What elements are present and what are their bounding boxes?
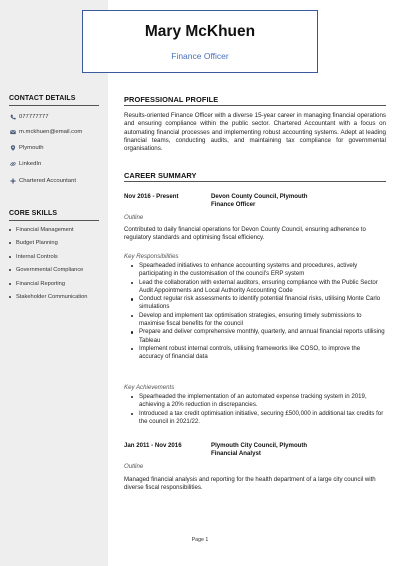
profile-text: Results-oriented Finance Officer with a diverse 15-year career in managing financial operations and ensuring compliance within the public sector. Chartered Accountant with a focus on automating financial processes and implementing robust accounting systems. Adept at leading financial teams, conducting audits, and maintaining tax compliance for governmental organisations.	[124, 112, 386, 153]
job-header	[124, 442, 386, 460]
outline-label: Outline	[124, 214, 144, 221]
responsibilities-list	[131, 262, 385, 362]
list-item: Introduced a tax credit optimisation initiative, securing £500,000 in additional tax credits for the council in 2021/22.	[131, 410, 385, 427]
skill-item: Financial Reporting	[9, 281, 65, 287]
skills-divider	[9, 220, 99, 221]
responsibilities-label: Key Responsibilities	[124, 253, 179, 260]
profile-heading: PROFESSIONAL PROFILE	[124, 95, 219, 104]
job-outline: Managed financial analysis and reporting for the health department of a large city council with diverse fiscal responsibilities.	[124, 476, 376, 492]
achievements-label: Key Achievements	[124, 384, 175, 391]
header-box	[82, 10, 318, 73]
job-dates: Nov 2016 - Present	[124, 193, 179, 200]
career-divider	[124, 181, 386, 182]
skill-item: Budget Planning	[9, 240, 58, 246]
job-outline: Contributed to daily financial operations for Devon County Council, ensuring adherence to regulatory standards and optimising fiscal efficiency.	[124, 226, 366, 242]
achievements-list	[131, 393, 385, 426]
skills-heading: CORE SKILLS	[9, 210, 58, 217]
list-item: Prepare and deliver comprehensive monthly, quarterly, and annual financial reports utilising Tableau	[131, 328, 385, 345]
bullet-icon	[9, 256, 11, 258]
skill-item: Internal Controls	[9, 254, 58, 260]
contact-linkedin[interactable]	[9, 160, 41, 167]
contact-text: Plymouth	[19, 144, 44, 151]
candidate-name: Mary McKhuen	[144, 23, 256, 40]
skill-item: Governmental Compliance	[9, 267, 83, 273]
contact-location	[9, 144, 44, 151]
contact-text: m.mckhuen@email.com	[19, 128, 83, 135]
contact-qualification	[9, 177, 76, 184]
job-role: Finance Officer	[211, 201, 256, 208]
outline-label: Outline	[124, 463, 144, 470]
location-icon	[9, 144, 16, 151]
profile-divider	[124, 105, 386, 106]
contact-heading: CONTACT DETAILS	[9, 95, 76, 102]
email-icon	[9, 128, 16, 135]
career-heading: CAREER SUMMARY	[124, 171, 197, 180]
bullet-icon	[9, 283, 11, 285]
list-item: Lead the collaboration with external auditors, ensuring compliance with the Public Sector Audit Appointments and Local Authority Accounting Code	[131, 279, 385, 296]
plus-icon	[9, 177, 16, 184]
skill-item: Financial Management	[9, 227, 74, 233]
job-dates: Jan 2011 - Nov 2016	[124, 442, 182, 449]
contact-email	[9, 128, 82, 135]
job-title: Finance Officer	[171, 51, 229, 61]
job-role: Financial Analyst	[211, 450, 261, 457]
contact-text: LinkedIn	[19, 160, 42, 167]
contact-phone	[9, 113, 49, 120]
bullet-icon	[9, 229, 11, 231]
skill-item: Stakeholder Communication	[9, 294, 87, 300]
list-item: Develop and implement tax optimisation strategies, ensuring timely submissions to maximise fiscal benefits for the council	[131, 312, 385, 329]
bullet-icon	[9, 269, 11, 271]
job-org: Devon County Council, Plymouth	[211, 193, 308, 200]
list-item: Spearheaded initiatives to enhance accounting systems and procedures, actively participating in the customisation of the council's ERP system	[131, 262, 385, 279]
list-item: Implement robust internal controls, utilising frameworks like COSO, to improve the accuracy of financial data	[131, 345, 385, 362]
link-icon	[9, 160, 16, 167]
contact-divider	[9, 105, 99, 106]
phone-icon	[9, 113, 16, 120]
bullet-icon	[9, 242, 11, 244]
page-number: Page 1	[191, 537, 209, 543]
contact-text: Chartered Accountant	[19, 177, 76, 184]
job-header	[124, 193, 386, 211]
list-item: Spearheaded the implementation of an automated expense tracking system in 2019, achieving a 20% reduction in discrepancies.	[131, 393, 385, 410]
contact-text: 077777777	[19, 113, 49, 120]
bullet-icon	[9, 296, 11, 298]
job-org: Plymouth City Council, Plymouth	[211, 442, 308, 449]
list-item: Conduct regular risk assessments to identify potential financial risks, utilising Monte Carlo simulations	[131, 295, 385, 312]
